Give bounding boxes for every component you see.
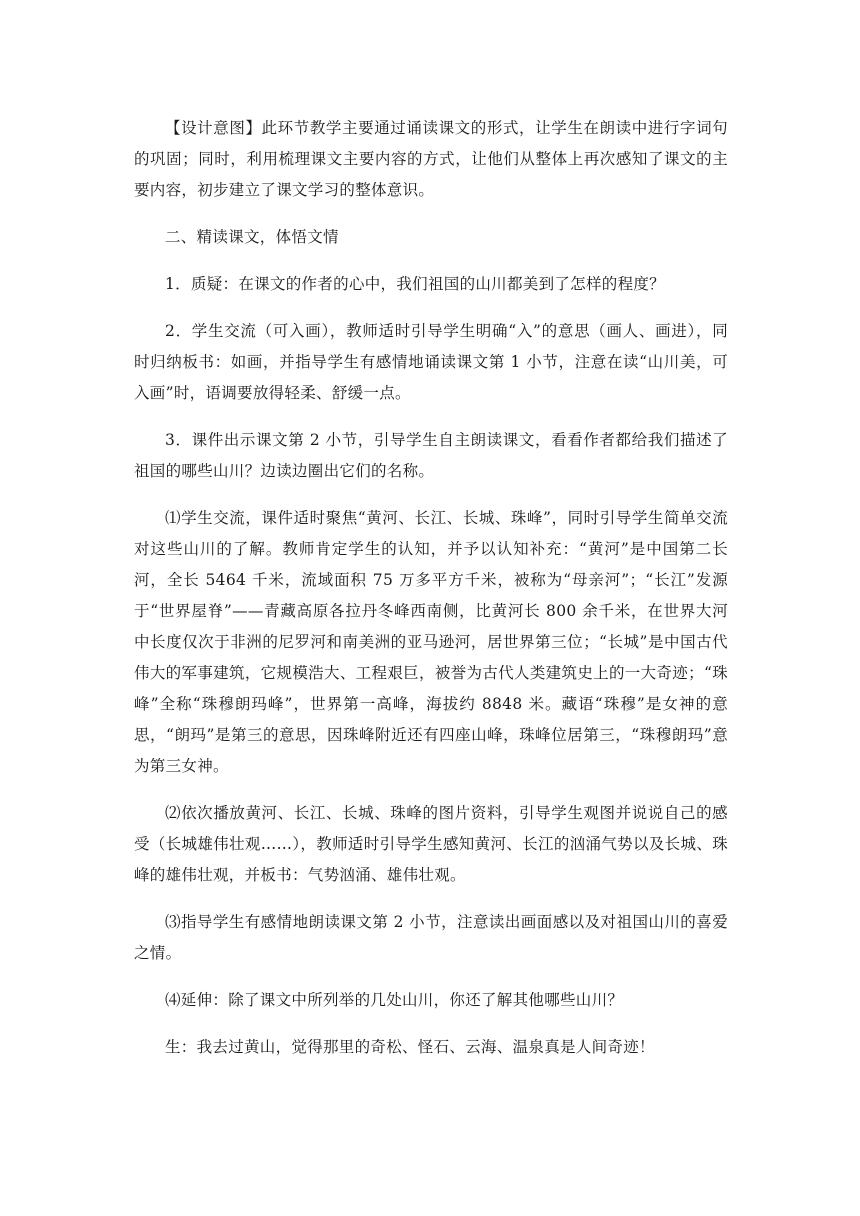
sub-step-2-paragraph: ⑵依次播放黄河、长江、长城、珠峰的图片资料，引导学生观图并说说自己的感受（长城雄伟壮观……），教师适时引导学生感知黄河、长江的汹涌气势以及长城、珠峰的雄伟壮观，并板书：气势汹涌、雄伟壮观。 [134, 804, 728, 884]
step-2-paragraph: 2．学生交流（可入画），教师适时引导学生明确“入”的意思（画人、画进），同时归纳板书：如画，并指导学生有感情地诵读课文第 1 小节，注意在读“山川美，可入画”时，语调要放得轻柔、舒缓一点。 [134, 322, 728, 402]
student-answer-paragraph: 生：我去过黄山，觉得那里的奇松、怪石、云海、温泉真是人间奇迹！ [165, 1038, 655, 1056]
document-body [134, 113, 728, 1079]
sub-step-4-paragraph: ⑷延伸：除了课文中所列举的几处山川，你还了解其他哪些山川？ [165, 991, 624, 1009]
sub-step-1-paragraph: ⑴学生交流，课件适时聚焦“黄河、长江、长城、珠峰”，同时引导学生简单交流对这些山川的了解。教师肯定学生的认知，并予以认知补充：“黄河”是中国第二长河，全长 5464 千米，流域面积 75 万多平方千米，被称为“母亲河”；“长江”发源于“世界屋脊”——青藏高原各拉丹冬峰西南侧，比黄河长 800 余千米，在世界大河中长度仅次于非洲的尼罗河和南美洲的亚马逊河，居世界第三位；“长城”是中国古代伟大的军事建筑，它规模浩大、工程艰巨，被誉为古代人类建筑史上的一大奇迹；“珠峰”全称“珠穆朗玛峰”，世界第一高峰，海拔约 8848 米。藏语“珠穆”是女神的意思，“朗玛”是第三的意思，因珠峰附近还有四座山峰，珠峰位居第三，“珠穆朗玛”意为第三女神。 [134, 509, 728, 775]
step-1-paragraph: 1．质疑：在课文的作者的心中，我们祖国的山川都美到了怎样的程度？ [165, 275, 665, 293]
sub-step-3-paragraph: ⑶指导学生有感情地朗读课文第 2 小节，注意读出画面感以及对祖国山川的喜爱之情。 [134, 913, 728, 962]
step-3-paragraph: 3．课件出示课文第 2 小节，引导学生自主朗读课文，看看作者都给我们描述了祖国的哪些山川？边读边圈出它们的名称。 [134, 431, 728, 480]
section-heading: 二、精读课文，体悟文情 [165, 228, 339, 246]
design-intent-paragraph: 【设计意图】此环节教学主要通过诵读课文的形式，让学生在朗读中进行字词句的巩固；同时，利用梳理课文主要内容的方式，让他们从整体上再次感知了课文的主要内容，初步建立了课文学习的整体意识。 [134, 119, 728, 199]
